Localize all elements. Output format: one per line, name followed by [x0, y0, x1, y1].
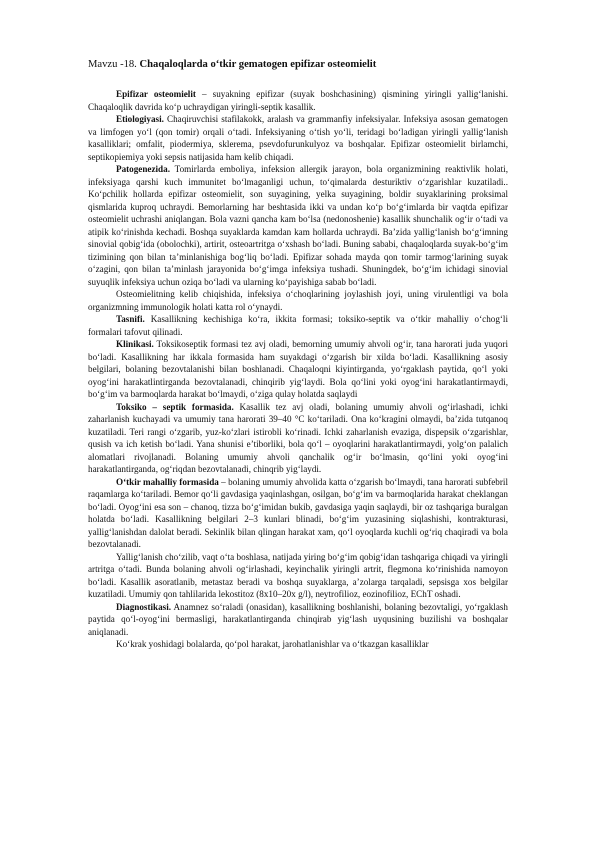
paragraph	[88, 113, 508, 163]
paragraph-lead: Diagnostikasi.	[116, 601, 172, 612]
paragraph-text: Anamnez so‘raladi (onasidan), kasallikning boshlanishi, bolaning bezovtaligi, yo‘rgaklash paytida qo‘l-oyog‘ini bermasligi, harakatlantirganda chinqirab yig‘lash uyqusining buzilishi va boshqalar aniqlanadi.	[88, 601, 508, 637]
page-title	[88, 58, 508, 72]
paragraph	[88, 401, 508, 476]
paragraph-lead: Patogenezida.	[116, 164, 170, 174]
paragraph-lead: Epifizar osteomielit	[116, 89, 196, 99]
paragraph-text: Tomirlarda emboliya, infeksion allergik jarayon, bola organizmining reaktivlik holati, infeksiyaga qarshi kuch immunitet bo‘lmaganligi uchun, to‘qimalarda desturiktiv o‘zgarishlar kuzatiladi.. Ko‘pchilik hollarda epifizar osteomielit, son suyagining, yelka suyagining, boldir suyaklarining proksimal qismlarida kuproq uchraydi. Bemorlarning har beshtasida ikki va undan ko‘p bo‘g‘imlarda bir vaqtda epifizar osteomielit uchrashi aniqlangan. Bola vazni qancha kam bo‘lsa (nedonoshenie) kasallik shunchalik og‘ir o‘tadi va atipik ko‘rinishda kechadi. Boshqa suyaklarda kamdan kam hollarda uchraydi. Ba’zida yallig‘lanish bo‘g‘imning sinovial qobig‘ida (obolochki), artirit, osteoartritga o‘xshash bo‘ladi. Buning sababi, chaqaloqlarda suyak-bo‘g‘im tizimining qon bilan ta’minlanishiga bog‘liq bo‘ladi. Epifizar sohada mayda qon tomir tarmog‘larining suyak o‘zagini, qon bilan ta’minlash jarayonida bo‘g‘imga infeksiya tushadi. Shuningdek, bo‘g‘im ichidagi sinovial suyuqlik infeksiya uchun oziqa bo‘ladi va ularning ko‘payishiga sabab bo‘ladi.	[88, 164, 508, 287]
paragraph	[88, 551, 508, 601]
topic-prefix: Mavzu -18.	[88, 59, 137, 70]
paragraph-text: Chaqiruvchisi stafilakokk, aralash va grammanfiy infeksiyalar. Infeksiya asosan gematogen va limfogen yo‘l (qon tomir) orqali o‘tadi. Infeksiyaning o‘tish yo‘li, teridagi bo‘ladigan yiringli yallig‘lanish kasalliklari; omfalit, piodermiya, sklerema, psevdofurunkulyoz va boshqalar. Epifizar osteomielit birlamchi, septikopiemiya yoki sepsis natijasida ham kelib chiqadi.	[88, 114, 508, 162]
paragraph	[88, 313, 508, 338]
paragraph-text: Ko‘krak yoshidagi bolalarda, qo‘pol harakat, jarohatlanishlar va o‘tkazgan kasalliklar	[116, 639, 429, 649]
paragraph-text: Yallig‘lanish cho‘zilib, vaqt o‘ta boshlasa, natijada yiring bo‘g‘im qobig‘idan tashqariga chiqadi va yiringli artritga o‘tadi. Bunda bolaning ahvoli og‘irlashadi, keyinchalik yiringli artrit, flegmona ko‘rinishida namoyon bo‘ladi. Kasallik asoratlanib, metastaz beradi va boshqa suyaklarga, a’zolarga tarqaladi, sepsisga xos belgilar kuzatiladi. Umumiy qon tahlilarida lekostitoz (8x10–20x g/l), neytrofilioz, eozinofilioz, EChT oshadi.	[88, 551, 508, 599]
document-page	[88, 58, 508, 651]
paragraph-text: Kasallikning kechishiga ko‘ra, ikkita formasi; toksiko-septik va o‘tkir mahalliy o‘chog‘li formalari tafovut qilinadi.	[88, 314, 508, 337]
paragraph	[88, 638, 508, 651]
paragraph	[88, 476, 508, 551]
paragraph-text: Osteomielitning kelib chiqishida, infeksiya o‘choqlarining joylashish joyi, uning virulentligi va bola organizmning immunologik holati katta rol o‘ynaydi.	[88, 289, 508, 312]
paragraph-lead: O‘tkir mahalliy formasida	[116, 476, 219, 487]
paragraph-lead: Toksiko – septik formasida.	[116, 401, 234, 412]
paragraph-text: – suyakning epifizar (suyak boshchasining) qismining yiringli yallig‘lanishi. Chaqaloqlik davrida ko‘p uchraydigan yiringli-septik kasallik.	[88, 89, 508, 112]
paragraph	[88, 288, 508, 313]
paragraph	[88, 601, 508, 639]
paragraph	[88, 88, 508, 113]
paragraph-lead: Klinikasi.	[116, 339, 154, 349]
paragraph-text: Kasallik tez avj oladi, bolaning umumiy ahvoli og‘irlashadi, ichki zaharlanish kuchayadi va umumiy tana harorati 39–40 °C ko‘tariladi. Ona ko‘kragini olmaydi, ba’zida tutqanoq kuzatiladi. Teri rangi o‘zgarib, yuz-ko‘zlari istirobli ko‘rinadi. Ichki zaharlanish evaziga, dispepsik o‘zgarishlar, qusish va ich ketish bo‘ladi. Yana shunisi e’tiborliki, bola qo‘l – oyoqlarini harakatlantirmaydi, yolg‘on palalich alomatlari rivojlanadi. Bolaning umumiy ahvoli qanchalik og‘ir bo‘lmasin, qo‘lini yoki oyog‘ini harakatlantirganda, og‘riqdan bezovtalanadi, chinqrib yig‘laydi.	[88, 401, 508, 474]
paragraph-text: Toksikoseptik formasi tez avj oladi, bemorning umumiy ahvoli og‘ir, tana harorati juda yuqori bo‘ladi. Kasallikning har ikkala formasida ham suyakdagi o‘zgarish bir xilda bo‘ladi. Kasallikning asosiy belgilari, bolaning bezovtalanishi bilan boshlanadi. Chaqaloqni kiyintirganda, yo‘rgaklash paytida, qo‘l yoki oyog‘ini harakatlintirganda bezovtalanadi, chinqirib yig‘laydi. Bola qo‘lini yoki oyog‘ini harakatlantirmaydi, bo‘g‘im va barmoqlarda harakat bo‘lmaydi, o‘ziga qulay holatda saqlaydi	[88, 339, 508, 399]
paragraph-text: – bolaning umumiy ahvolida katta o‘zgarish bo‘lmaydi, tana harorati subfebril raqamlarga ko‘tariladi. Bemor qo‘li gavdasiga yaqinlashgan, osilgan, bo‘g‘im va barmoqlarida harakat cheklangan bo‘ladi. Oyog‘ini esa son – chanoq, tizza bo‘g‘imidan bukib, gavdasiga yaqin saqlaydi, bir oz tashqariga buralgan holatda bo‘ladi. Kasallikning belgilari 2–3 kunlari blinadi, bo‘g‘im yuzasining siqlashishi, kontrakturasi, yallig‘lanishdan dalolat beradi. Sekinlik bilan qlingan harakat xam, qo‘l oyoqlarda kuchli og‘riq chaqiradi va bola bezovtalanadi.	[88, 476, 508, 549]
paragraph	[88, 338, 508, 401]
topic-title: Chaqaloqlarda o‘tkir gematogen epifizar osteomielit	[139, 59, 377, 70]
paragraph	[88, 163, 508, 288]
paragraph-lead: Tasnifi.	[116, 314, 145, 324]
paragraph-lead: Etiologiyasi.	[116, 114, 164, 124]
